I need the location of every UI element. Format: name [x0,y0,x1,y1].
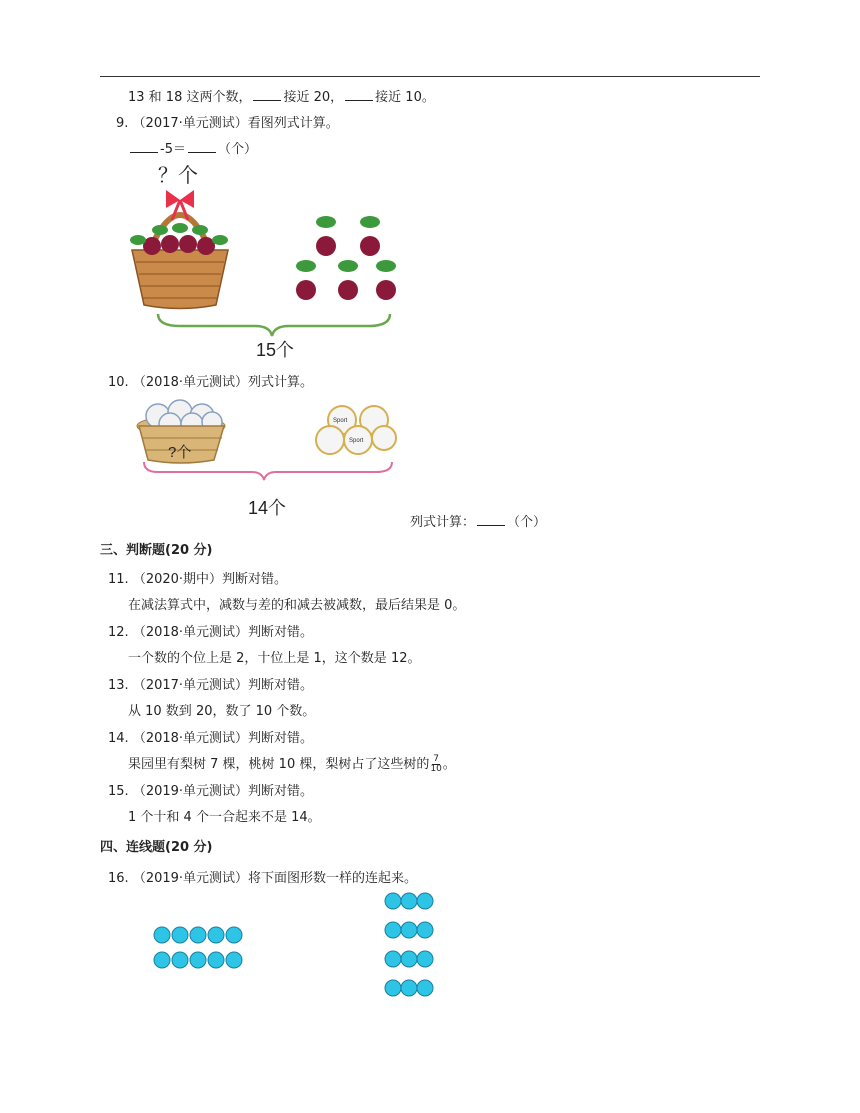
beet-basket-illustration [120,160,420,360]
fraction-numerator: 7 [433,754,439,764]
question-tag: （2019·单元测试） [132,784,249,799]
question-number: 12. [108,625,129,640]
statement-text: 1 个十和 4 个一合起来不是 14。 [128,810,321,825]
question-number: 13. [108,678,129,693]
statement-text: 从 10 数到 20，数了 10 个数。 [128,704,316,719]
q8-text-2: 接近 20， [283,90,344,105]
dot-group-left [154,927,242,968]
question-text: 判断对错。 [248,784,314,799]
top-divider [100,76,760,77]
question-text: 看图列式计算。 [247,116,339,131]
basket-icon [130,190,228,309]
total-brace [158,314,390,336]
question-text: 判断对错。 [248,731,314,746]
ball-basket-illustration [136,396,406,520]
unit-text: （个） [217,142,257,157]
q8-text-1: 13 和 18 这两个数， [128,90,252,105]
question-tag: （2018·单元测试） [132,375,249,390]
judge-question-heading [108,568,287,587]
ball-label: Sport [349,438,364,444]
answer-blank[interactable] [477,515,505,526]
question-tag: （2018·单元测试） [132,625,249,640]
question-number: 15. [108,784,129,799]
answer-blank[interactable] [253,90,281,101]
question-text: 列式计算。 [248,375,314,390]
question-tag: （2019·单元测试） [132,871,249,886]
dot-figures [150,890,450,1002]
judge-question-heading [108,727,313,746]
judge-question-heading [108,780,313,799]
unit-text: （个） [507,515,547,530]
q10-heading [108,371,313,390]
question-text: 将下面图形数一样的连起来。 [248,871,418,886]
q10-answer-line [410,511,546,530]
statement-text: 果园里有梨树 7 棵，桃树 10 棵，梨树占了这些树的 [128,757,430,772]
question-text: 判断对错。 [248,678,314,693]
dot-group-right [385,893,433,996]
q10-question-label: ?个 [168,444,192,461]
answer-blank[interactable] [188,142,216,153]
question-tag: （2017·单元测试） [132,116,248,131]
statement-text: 在减法算式中，减数与差的和减去被减数，最后结果是 0。 [128,598,466,613]
ball-label: Sport [333,418,348,424]
section-title-judge: 三、判断题(20 分) [100,543,213,558]
equation-text: -5＝ [160,142,186,157]
question-tag: （2020·期中） [132,572,223,587]
question-number: 10. [108,375,129,390]
answer-blank[interactable] [345,90,373,101]
statement-text: 一个数的个位上是 2，十位上是 1，这个数是 12。 [128,651,421,666]
judge-question-body [128,700,315,719]
question-tag: （2017·单元测试） [132,678,249,693]
q10-total-label: 14个 [248,498,287,518]
statement-end: 。 [442,757,456,772]
fraction [430,755,441,774]
judge-question-heading [108,621,313,640]
judge-question-body [128,647,420,666]
beet-icon [296,216,396,300]
question-tag: （2018·单元测试） [132,731,249,746]
section-title-matching: 四、连线题(20 分) [100,840,213,855]
judge-question-heading [108,674,313,693]
question-text: 判断对错。 [248,625,314,640]
judge-question-body [128,753,456,774]
q8-line [128,86,435,105]
q8-text-3: 接近 10。 [375,90,435,105]
total-brace [144,462,392,480]
q9-question-label: ？个 [158,165,198,187]
judge-question-body [128,806,321,825]
question-number: 16. [108,871,129,886]
answer-blank[interactable] [130,142,158,153]
judge-question-body [128,594,465,613]
q9-total-label: 15个 [256,340,295,360]
question-number: 14. [108,731,129,746]
fraction-denominator: 10 [430,764,442,774]
question-number: 11. [108,572,129,587]
q9-equation [128,138,257,157]
volleyball-icon [316,406,396,454]
q9-heading [116,112,339,131]
q16-heading [108,867,417,886]
answer-prefix: 列式计算： [410,515,476,530]
question-text: 判断对错。 [222,572,288,587]
question-number: 9. [116,116,129,131]
